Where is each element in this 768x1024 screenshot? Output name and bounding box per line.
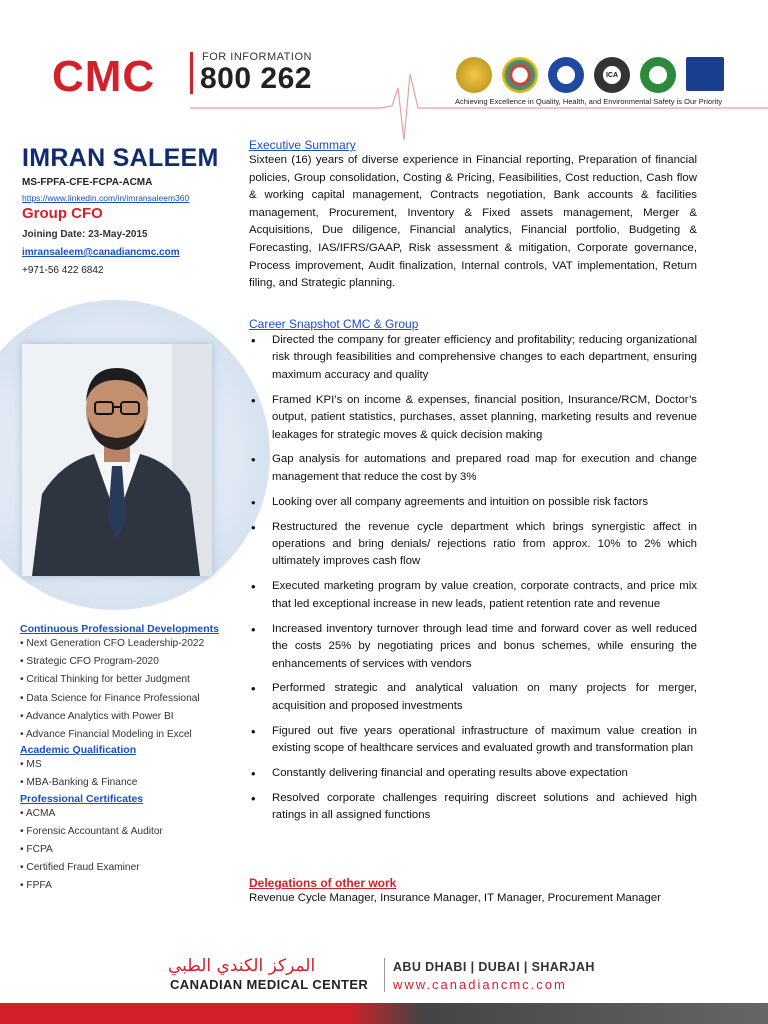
list-item: • Critical Thinking for better Judgment (20, 671, 245, 689)
academic-title: Academic Qualification (20, 744, 137, 757)
profile-photo (22, 344, 212, 576)
tagline: Achieving Excellence in Quality, Health, and Environmental Safety is Our Priority (455, 97, 723, 106)
career-list (249, 332, 697, 825)
list-item: • Advance Analytics with Power BI (20, 708, 245, 726)
list-item: • Performed strategic and analytical valuation on many projects for merger, acquisition and proposed investments (249, 680, 697, 715)
list-item: • Looking over all company agreements and intuition on possible risk factors (249, 494, 697, 511)
exec-body: Sixteen (16) years of diverse experience in Financial reporting, Preparation of financial policies, Group consolidation, Costing & Pricing, Feasibilities, Cost reduction, Cash flow & working capital management, Contracts negotiation, Bank accounts & facilities management, Procurement, Inventory & Fixed assets management, Merger & Acquisitions, Due diligence, Financial analytics, Financial portfolio, Budgeting & Forecasting, IAS/IFRS/GAAP, Risk assessment & mitigation, Corporate governance, Process improvement, Audit finalization, Internal controls, VAT implementation, Return filing, and Strategic planning. (249, 154, 697, 290)
ica-icon: ICA (594, 57, 630, 93)
list-item: • ACMA (20, 805, 245, 823)
list-item: • Directed the company for greater efficiency and profitability; reducing organizational risk through feasibilities and comprehensive changes to each department, ensuring maximum accuracy and quality (249, 332, 697, 384)
accreditation-badges (456, 57, 724, 93)
exec-title: Executive Summary (249, 138, 356, 152)
list-item: • Forensic Accountant & Auditor (20, 823, 245, 841)
list-item: • Restructured the revenue cycle department which brings synergistic affect in operations and bring denials/ rejections ratio from approx. 10% to 2% which ultimately improves cash flow (249, 519, 697, 571)
gold-seal-icon (456, 57, 492, 93)
profile-name: IMRAN SALEEM (22, 144, 219, 172)
list-item: • Executed marketing program by value creation, corporate contracts, and price mix that led exceptional increase in new leads, patient retention rate and revenue (249, 578, 697, 613)
list-item: • Next Generation CFO Leadership-2022 (20, 635, 245, 653)
footer-arabic-name: المركز الكندي الطبي (168, 956, 316, 976)
joining-date: Joining Date: 23-May-2015 (22, 229, 148, 240)
career-title: Career Snapshot CMC & Group (249, 317, 419, 331)
list-item: • FPFA (20, 877, 245, 895)
career-snapshot (249, 317, 697, 832)
list-item: • Constantly delivering financial and operating results above expectation (249, 765, 697, 782)
footer-bar (0, 1003, 768, 1024)
list-item: • MS (20, 756, 245, 774)
list-item: • Data Science for Finance Professional (20, 690, 245, 708)
portrait-illustration (22, 344, 212, 576)
list-item: • Figured out five years operational infrastructure of maximum value creation in existing scope of healthcare services and evaluated growth and transformation plan (249, 723, 697, 758)
delegations-title: Delegations of other work (249, 876, 397, 890)
list-item: • MBA-Banking & Finance (20, 774, 245, 792)
cpd-title: Continuous Professional Developments (20, 623, 219, 635)
list-item: • Strategic CFO Program-2020 (20, 653, 245, 671)
hand-usa-icon (686, 57, 724, 91)
list-item: • Gap analysis for automations and prepared road map for execution and change management that reduce the cost by 3% (249, 451, 697, 486)
certificates-title: Professional Certificates (20, 792, 144, 805)
list-item: • Advance Financial Modeling in Excel (20, 726, 245, 744)
linkedin-link[interactable]: https://www.linkedin.com/in/imransaleem360 (22, 193, 190, 203)
profile-role: Group CFO (22, 205, 103, 222)
footer-website[interactable]: www.canadiancmc.com (393, 977, 567, 992)
footer-company-name: CANADIAN MEDICAL CENTER (170, 977, 369, 992)
cpd-section (20, 623, 245, 896)
delegations (249, 876, 697, 908)
list-item: • FCPA (20, 841, 245, 859)
phone-number: +971-56 422 6842 (22, 265, 104, 276)
page-header (0, 0, 768, 135)
iso-icon (548, 57, 584, 93)
list-item: • Increased inventory turnover through lead time and forward cover as well reduced the costs 25% by negotiating prices and bonus schemes, while ensuring the enhancements of services with vendors (249, 621, 697, 673)
footer-cities: ABU DHABI | DUBAI | SHARJAH (393, 960, 595, 974)
list-item: • Resolved corporate challenges requiring discreet solutions and achieved high ratings in all assigned functions (249, 790, 697, 825)
list-item: • Framed KPI’s on income & expenses, financial position, Insurance/RCM, Doctor’s output, patient statistics, purchases, asset planning, marketing results and revenue leakages for strategic moves & quick decision making (249, 392, 697, 444)
green-icon (640, 57, 676, 93)
jci-icon (502, 57, 538, 93)
executive-summary (249, 138, 697, 293)
profile-credentials: MS-FPFA-CFE-FCPA-ACMA (22, 177, 153, 188)
list-item: • Certified Fraud Examiner (20, 859, 245, 877)
info-number: 800 262 (200, 62, 312, 95)
footer-divider (384, 958, 385, 992)
info-label: FOR INFORMATION (202, 51, 312, 63)
email-link[interactable]: imransaleem@canadiancmc.com (22, 247, 180, 258)
delegations-body: Revenue Cycle Manager, Insurance Manager, IT Manager, Procurement Manager (249, 892, 661, 904)
cmc-logo: CMC (52, 52, 156, 101)
